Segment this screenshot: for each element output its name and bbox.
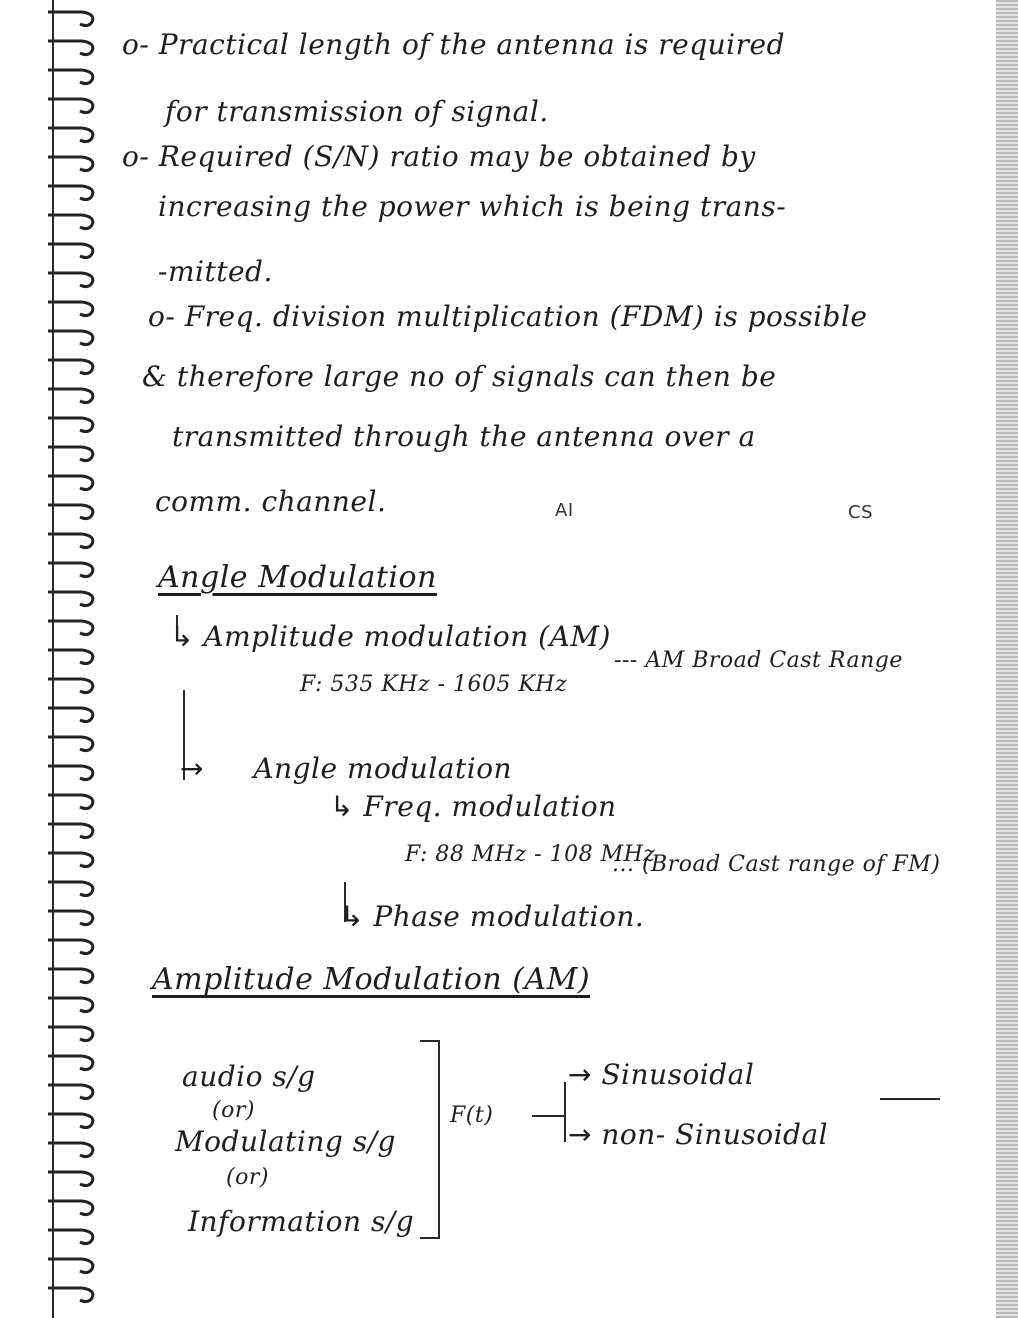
page-edge-shading [996,0,1018,1318]
spiral-loop [48,244,93,258]
non-sinusoidal-branch [568,1118,828,1151]
spiral-loop [48,157,93,171]
bullet-3-line-4: comm. channel. [155,485,387,518]
spiral-loop [48,505,93,519]
spiral-loop [48,215,93,229]
am-item [170,620,611,653]
fm-broadcast-note: ... (Broad Cast range of FM) [612,852,941,877]
spiral-loop [48,418,93,432]
divider-stroke [880,1098,940,1100]
bullet-marker: o- [122,140,150,173]
information-signal-label: Information s/g [188,1205,415,1238]
spiral-loop [48,476,93,490]
bullet-3-line-3: transmitted through the antenna over a [172,420,756,453]
spiral-loop [48,360,93,374]
bullet-1-line-1 [122,28,785,61]
am-frequency: F: 535 KHz - 1605 KHz [300,672,568,697]
spiral-loop [48,1056,93,1070]
spiral-loop [48,1172,93,1186]
bullet-2-line-1 [122,140,756,173]
spiral-loop [48,331,93,345]
bullet-marker: o- [148,300,176,333]
spiral-loop [48,41,93,55]
arrow-right-icon: → [180,752,204,785]
spiral-loop [48,940,93,954]
ft-connector [532,1115,564,1117]
arrow-right-icon: ↳ [330,790,354,823]
spiral-loop [48,70,93,84]
spiral-loop [48,882,93,896]
bullet-3-line-2: & therefore large no of signals can then be [142,360,777,393]
angle-modulation-heading: Angle Modulation [158,560,437,595]
fm-item-label: Freq. modulation [363,790,617,823]
printed-mark-ai: AI [555,500,574,521]
spiral-loop [48,447,93,461]
spiral-loop [48,1201,93,1215]
spiral-loop [48,1085,93,1099]
audio-signal-label: audio s/g [182,1060,316,1093]
modulating-signal-label: Modulating s/g [175,1125,396,1158]
spiral-loop [48,1027,93,1041]
sinusoidal-branch [568,1058,754,1091]
bullet-1-line-2: for transmission of signal. [165,95,549,128]
or-label-1: (or) [212,1098,255,1123]
spiral-loop [48,273,93,287]
arrow-right-icon: ↳ [340,900,364,933]
spiral-loop [48,737,93,751]
bullet-3-text: Freq. division multiplication (FDM) is possible [184,300,868,333]
spiral-loop [48,1259,93,1273]
arrow-right-icon: ↳ [170,620,194,653]
bullet-2-line-2: increasing the power which is being trans- [158,190,787,223]
spiral-loop [48,389,93,403]
non-sinusoidal-label: non- Sinusoidal [601,1118,829,1151]
spiral-loop [48,302,93,316]
spiral-loop [48,563,93,577]
spiral-loop [48,186,93,200]
fm-item [330,790,617,823]
pm-item-label: Phase modulation. [373,900,645,933]
spiral-loop [48,1288,93,1302]
angle-item-label: Angle modulation [253,752,513,785]
pm-item [340,900,644,933]
branch-stem [564,1082,566,1142]
am-item-label: Amplitude modulation (AM) [203,620,611,653]
spiral-loop [48,708,93,722]
ft-label: F(t) [450,1103,494,1128]
amplitude-modulation-heading: Amplitude Modulation (AM) [152,962,591,997]
spiral-loop [48,128,93,142]
spiral-binding-icon [40,0,110,1318]
bullet-2-text: Required (S/N) ratio may be obtained by [158,140,756,173]
bullet-2-line-3: -mitted. [158,255,273,288]
ft-symbol [450,1103,493,1128]
arrow-right-icon: → [568,1118,592,1151]
bullet-3-line-1 [148,300,868,333]
spiral-loop [48,911,93,925]
grouping-brace [420,1040,440,1239]
spiral-loop [48,650,93,664]
margin-line [52,0,54,1318]
spiral-loop [48,679,93,693]
fm-frequency: F: 88 MHz - 108 MHz [405,842,656,867]
spiral-loop [48,969,93,983]
arrow-right-icon: → [568,1058,592,1091]
sinusoidal-label: Sinusoidal [601,1058,755,1091]
spiral-loop [48,998,93,1012]
spiral-loop [48,853,93,867]
am-broadcast-note: --- AM Broad Cast Range [614,648,903,673]
spiral-loop [48,592,93,606]
spiral-loop [48,1230,93,1244]
spiral-loop [48,766,93,780]
spiral-loop [48,621,93,635]
bullet-1-text: Practical length of the antenna is required [158,28,785,61]
spiral-loop [48,534,93,548]
printed-mark-cs: CS [848,502,873,523]
bullet-marker: o- [122,28,150,61]
or-label-2: (or) [226,1165,269,1190]
spiral-loop [48,99,93,113]
spiral-loop [48,12,93,26]
angle-item [180,752,512,785]
spiral-loop [48,824,93,838]
spiral-loop [48,795,93,809]
spiral-loop [48,1143,93,1157]
spiral-loop [48,1114,93,1128]
